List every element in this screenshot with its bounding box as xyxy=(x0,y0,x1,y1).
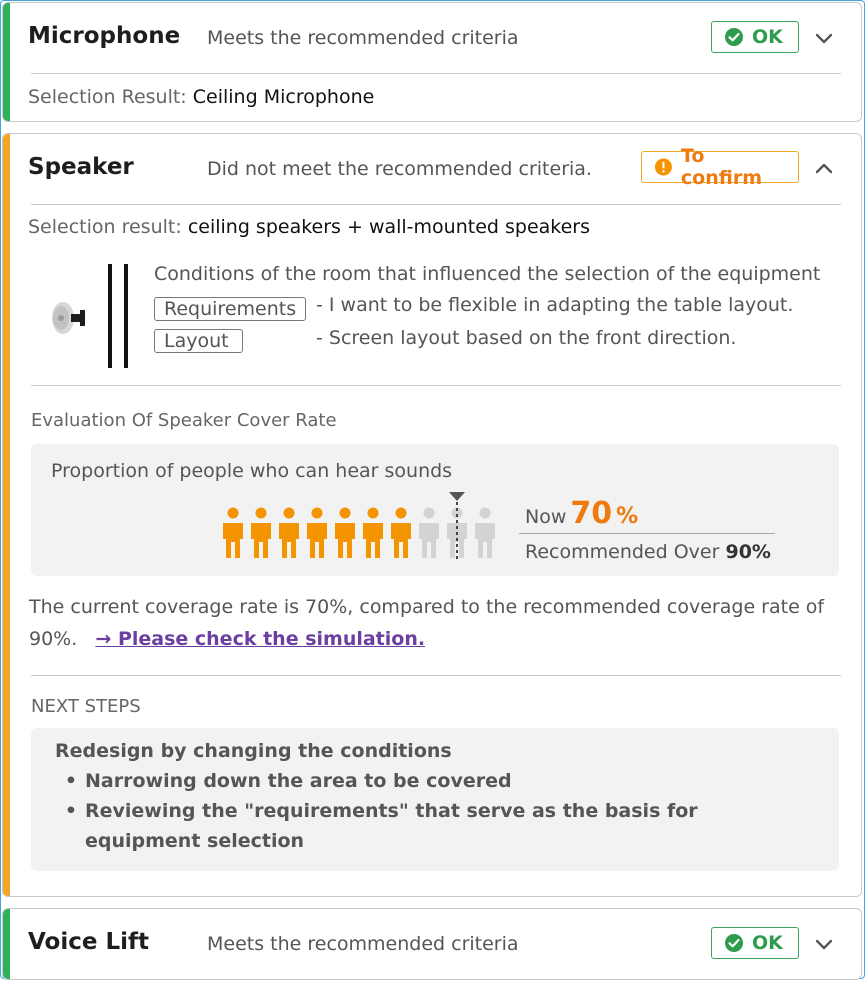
simulation-link[interactable]: → Please check the simulation. xyxy=(95,628,426,650)
requirements-tag: Requirements xyxy=(154,297,306,321)
recommended-prefix: Recommended Over xyxy=(525,541,720,563)
card-summary: Meets the recommended criteria xyxy=(207,933,519,955)
speaker-icon xyxy=(47,298,91,338)
coverage-description-text: The current coverage rate is 70%, compared to the recommended coverage rate of 90%. xyxy=(29,596,825,650)
next-steps-heading: Redesign by changing the conditions xyxy=(55,740,452,762)
person-icon xyxy=(363,508,383,559)
coverage-panel xyxy=(31,444,839,576)
next-steps-title: NEXT STEPS xyxy=(31,696,141,717)
status-accent-warn xyxy=(3,134,10,896)
divider xyxy=(31,204,841,205)
recommended-coverage xyxy=(525,541,771,563)
voice-lift-card xyxy=(2,908,862,980)
selection-value: ceiling speakers + wall-mounted speakers xyxy=(187,216,591,238)
exclamation-circle-icon xyxy=(654,157,673,177)
marker-triangle-icon xyxy=(449,492,465,501)
selection-label: Selection result: xyxy=(28,216,182,238)
chevron-down-icon[interactable] xyxy=(814,934,834,954)
person-icon xyxy=(419,508,439,559)
selection-value: Ceiling Microphone xyxy=(192,86,375,108)
person-icon xyxy=(223,508,243,559)
status-accent-ok xyxy=(3,3,10,121)
selection-result xyxy=(28,86,374,108)
status-badge xyxy=(641,145,799,189)
person-icon xyxy=(475,508,495,559)
conditions-heading: Conditions of the room that influenced the selection of the equipment xyxy=(154,263,821,285)
status-badge-label: OK xyxy=(752,932,783,954)
now-value: 70 xyxy=(570,496,613,531)
status-accent-ok xyxy=(3,909,10,979)
status-badge xyxy=(711,21,799,53)
list-item-text: Reviewing the "requirements" that serve as the basis for equipment selection xyxy=(85,800,698,852)
divider xyxy=(31,73,841,74)
person-icon xyxy=(307,508,327,559)
card-title: Microphone xyxy=(28,23,181,49)
current-coverage xyxy=(525,496,638,531)
next-steps-panel xyxy=(31,728,839,871)
microphone-card xyxy=(2,2,862,122)
check-circle-icon xyxy=(724,27,744,47)
condition-text: - Screen layout based on the front direction. xyxy=(316,327,737,349)
card-summary: Meets the recommended criteria xyxy=(207,27,519,49)
condition-text: - I want to be flexible in adapting the table layout. xyxy=(316,294,794,316)
wall-speaker-line xyxy=(124,264,128,368)
evaluation-title: Evaluation Of Speaker Cover Rate xyxy=(31,410,337,431)
divider xyxy=(31,385,841,386)
coverage-divider xyxy=(519,533,775,534)
person-icon xyxy=(279,508,299,559)
coverage-description xyxy=(29,591,844,655)
selection-result xyxy=(28,216,590,238)
people-coverage-graphic xyxy=(219,492,499,564)
now-label: Now xyxy=(525,506,567,528)
chevron-down-icon[interactable] xyxy=(814,28,834,48)
list-item-text: Narrowing down the area to be covered xyxy=(85,770,512,792)
card-title: Voice Lift xyxy=(28,929,150,955)
recommended-value: 90% xyxy=(725,541,771,563)
card-summary: Did not meet the recommended criteria. xyxy=(207,158,592,180)
check-circle-icon xyxy=(724,933,744,953)
divider xyxy=(31,675,841,676)
person-icon xyxy=(391,508,411,559)
selection-label: Selection Result: xyxy=(28,86,187,108)
person-icon xyxy=(335,508,355,559)
list-item: • Reviewing the "requirements" that serve as the basis for equipment selection xyxy=(55,796,815,856)
next-steps-list xyxy=(55,736,815,856)
list-item: • Narrowing down the area to be covered xyxy=(55,766,815,796)
status-badge-label: To confirm xyxy=(680,145,762,189)
coverage-panel-title: Proportion of people who can hear sounds xyxy=(51,460,453,482)
status-badge-label: OK xyxy=(752,26,783,48)
chevron-up-icon[interactable] xyxy=(814,159,834,179)
card-title: Speaker xyxy=(28,154,134,180)
layout-tag: Layout xyxy=(154,329,243,353)
wall-speaker-line xyxy=(108,264,112,368)
speaker-card xyxy=(2,133,862,897)
person-icon xyxy=(251,508,271,559)
status-badge xyxy=(711,927,799,959)
now-unit: % xyxy=(616,504,639,529)
